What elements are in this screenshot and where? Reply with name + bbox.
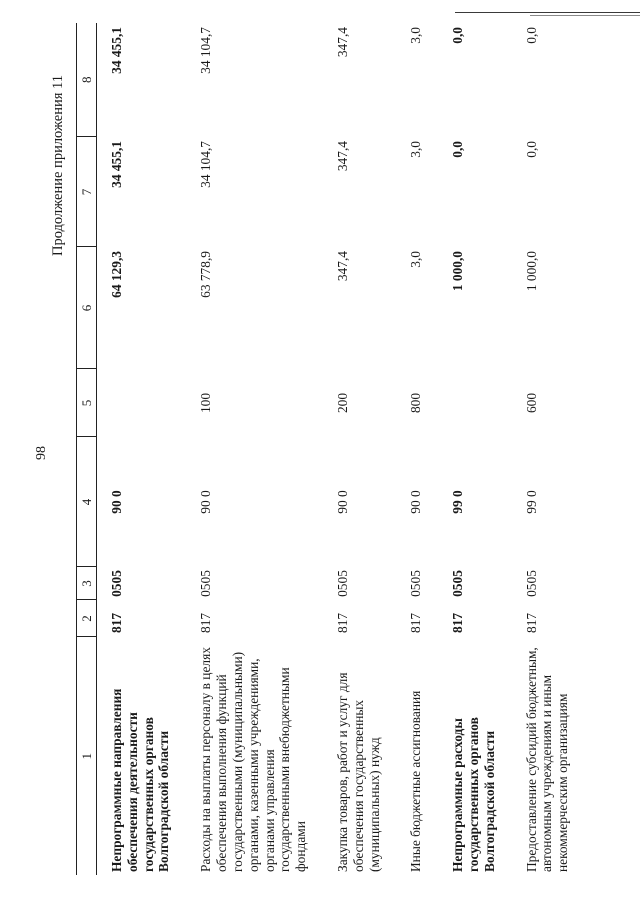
- row-name: Расходы на выплаты персоналу в целях обеспечения выполнения функций государственными (муниципальными) органами, казенными учреждениями, органами управления государственными внебюджетными фондами: [198, 647, 309, 872]
- row-code-expense-type: 800: [408, 392, 424, 414]
- row-code-target: 90 0: [198, 490, 214, 514]
- table-row: [97, 23, 187, 875]
- row-code-target: 99 0: [523, 490, 539, 514]
- row-code-target: 90 0: [109, 490, 124, 514]
- row-code-admin: 817: [109, 612, 124, 633]
- row-name: Непрограммные расходы государственных органов Волгоградской области: [450, 717, 497, 872]
- table-row: [438, 23, 511, 875]
- continuation-caption: Продолжение приложения 11: [50, 75, 66, 257]
- row-amount-year-1: 1 000,0: [450, 251, 466, 292]
- col-header-5: 5: [77, 369, 97, 437]
- row-name: Иные бюджетные ассигнования: [408, 690, 424, 872]
- col-header-8: 8: [77, 23, 97, 137]
- row-code-expense-type: [438, 369, 511, 437]
- row-amount-year-2: 347,4: [334, 141, 350, 172]
- row-code-section: 0505: [334, 570, 350, 597]
- row-amount-year-1: 63 778,9: [198, 251, 214, 298]
- page-number: 98: [34, 446, 49, 460]
- row-amount-year-1: 1 000,0: [523, 251, 539, 292]
- row-code-section: 0505: [198, 570, 214, 597]
- row-code-section: 0505: [450, 570, 466, 597]
- col-header-2: 2: [77, 600, 97, 637]
- row-code-target: 90 0: [334, 490, 350, 514]
- row-code-admin: 817: [334, 612, 350, 633]
- row-amount-year-2: 34 455,1: [109, 141, 124, 188]
- col-header-7: 7: [77, 137, 97, 247]
- row-name: Закупка товаров, работ и услуг для обеспечения государственных (муниципальных) нужд: [334, 672, 382, 872]
- row-amount-year-3: 347,4: [334, 27, 350, 58]
- row-amount-year-1: 64 129,3: [109, 251, 124, 298]
- row-name: Предоставление субсидий бюджетным, автономным учреждениям и иным некоммерческим организациям: [523, 647, 571, 872]
- row-code-admin: 817: [198, 612, 214, 633]
- row-amount-year-3: 3,0: [408, 27, 424, 44]
- table-row: [323, 23, 396, 875]
- row-code-expense-type: 200: [334, 392, 350, 414]
- row-code-section: 0505: [523, 570, 539, 597]
- col-header-6: 6: [77, 247, 97, 369]
- table-row: [512, 23, 575, 875]
- col-header-4: 4: [77, 437, 97, 567]
- row-code-section: 0505: [408, 570, 424, 597]
- row-code-admin: 817: [408, 612, 424, 633]
- row-amount-year-3: 0,0: [523, 27, 539, 44]
- row-code-admin: 817: [450, 612, 466, 633]
- row-code-expense-type: 100: [198, 392, 214, 414]
- row-amount-year-2: 0,0: [450, 141, 466, 158]
- row-code-target: 99 0: [450, 490, 466, 514]
- budget-table: [76, 23, 575, 875]
- row-amount-year-2: 3,0: [408, 141, 424, 158]
- row-amount-year-3: 34 104,7: [198, 27, 214, 74]
- row-code-expense-type: 600: [523, 392, 539, 414]
- row-code-admin: 817: [523, 612, 539, 633]
- column-number-row: [77, 23, 97, 875]
- row-amount-year-1: 347,4: [334, 251, 350, 282]
- row-amount-year-2: 0,0: [523, 141, 539, 158]
- row-amount-year-3: 34 455,1: [109, 27, 124, 74]
- col-header-1: 1: [77, 637, 97, 875]
- row-amount-year-3: 0,0: [450, 27, 466, 44]
- table-row: [186, 23, 323, 875]
- row-amount-year-1: 3,0: [408, 251, 424, 268]
- table-row: [396, 23, 438, 875]
- row-name: Непрограммные направления обеспечения деятельности государственных органов Волгоградской области: [109, 688, 172, 872]
- row-code-target: 90 0: [408, 490, 424, 514]
- col-header-3: 3: [77, 567, 97, 600]
- row-code-section: 0505: [109, 570, 124, 597]
- row-code-expense-type: [97, 369, 187, 437]
- budget-table-body: [97, 23, 576, 875]
- row-amount-year-2: 34 104,7: [198, 141, 214, 188]
